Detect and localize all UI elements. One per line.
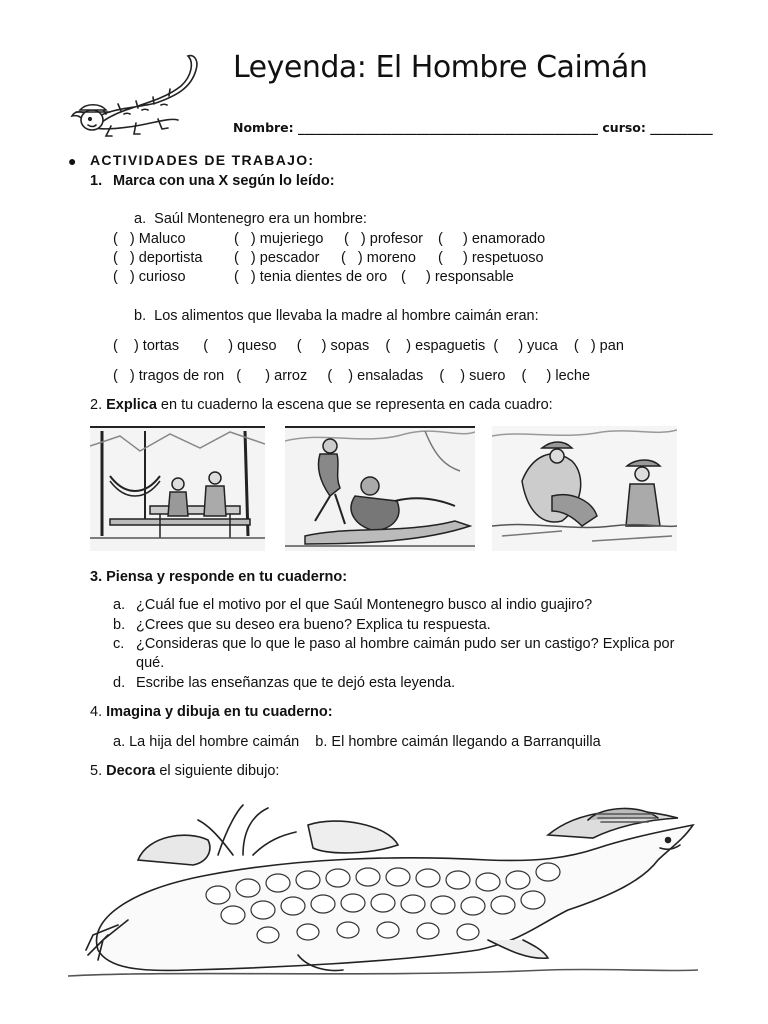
- option-profesor[interactable]: ( ) profesor: [344, 231, 423, 247]
- q4-text: [90, 704, 333, 720]
- caiman-logo: [66, 48, 206, 143]
- q5-bold: Decora: [106, 763, 156, 779]
- option-deportista[interactable]: ( ) deportista: [113, 250, 203, 266]
- q3-item-b: ¿Crees que su deseo era bueno? Explica tu respuesta.: [136, 617, 491, 633]
- name-course-line: [233, 120, 713, 135]
- option-curioso[interactable]: ( ) curioso: [113, 269, 186, 285]
- option-responsable[interactable]: ( ) responsable: [401, 269, 514, 285]
- scene-1-image: [90, 426, 265, 551]
- q1-number: 1.: [90, 173, 103, 189]
- option-mujeriego[interactable]: ( ) mujeriego: [234, 231, 324, 247]
- q5-rest: el siguiente dibujo:: [155, 763, 280, 779]
- q3-item-a: ¿Cuál fue el motivo por el que Saúl Montenegro busco al indio guajiro?: [136, 597, 593, 613]
- name-field[interactable]: ________________________________________________: [298, 120, 599, 135]
- q5-text: [90, 763, 279, 779]
- q2-text: [90, 397, 553, 413]
- scene-3-image: [492, 426, 677, 551]
- q1-text: Marca con una X según lo leído:: [113, 173, 335, 189]
- q4-items: a. La hija del hombre caimán b. El hombre caimán llegando a Barranquilla: [113, 734, 601, 750]
- section-heading: ACTIVIDADES DE TRABAJO:: [90, 152, 315, 168]
- q2-rest: en tu cuaderno la escena que se representa en cada cuadro:: [156, 397, 553, 413]
- q4-number: 4.: [90, 704, 107, 720]
- option-maluco[interactable]: ( ) Maluco: [113, 231, 186, 247]
- q1b-prompt: b. Los alimentos que llevaba la madre al hombre caimán eran:: [134, 308, 539, 324]
- option-enamorado[interactable]: ( ) enamorado: [438, 231, 546, 247]
- option-dientes-de-oro[interactable]: ( ) tenia dientes de oro: [234, 269, 388, 285]
- q2-bold: Explica: [106, 397, 157, 413]
- option-respetuoso[interactable]: ( ) respetuoso: [438, 250, 544, 266]
- q1b-options-row2[interactable]: ( ) tragos de ron ( ) arroz ( ) ensaladas ( ) suero ( ) leche: [113, 368, 591, 384]
- q1b-options-row1[interactable]: ( ) tortas ( ) queso ( ) sopas ( ) espaguetis ( ) yuca ( ) pan: [113, 338, 624, 354]
- q4-bold: Imagina y dibuja en tu cuaderno:: [106, 704, 333, 720]
- bullet-icon: ●: [68, 153, 77, 169]
- course-label: curso:: [602, 120, 646, 135]
- q5-number: 5.: [90, 763, 107, 779]
- q3-item-b-letter: b.: [113, 617, 126, 633]
- q3-item-d-letter: d.: [113, 675, 126, 691]
- q3-item-c-letter: c.: [113, 636, 125, 652]
- course-field[interactable]: __________: [650, 120, 713, 135]
- q2-number: 2.: [90, 397, 103, 413]
- q3-item-a-letter: a.: [113, 597, 126, 613]
- page-title: Leyenda: El Hombre Caimán: [233, 50, 648, 85]
- q1a-prompt: a. Saúl Montenegro era un hombre:: [134, 211, 367, 227]
- scene-2-image: [285, 426, 475, 551]
- caiman-coloring-image[interactable]: [68, 800, 698, 980]
- name-label: Nombre:: [233, 120, 294, 135]
- q3-title: 3. Piensa y responde en tu cuaderno:: [90, 569, 348, 585]
- q3-item-c-cont: qué.: [136, 655, 165, 671]
- option-moreno[interactable]: ( ) moreno: [341, 250, 416, 266]
- q3-item-c: ¿Consideras que lo que le paso al hombre caimán pudo ser un castigo? Explica por: [136, 636, 675, 652]
- option-pescador[interactable]: ( ) pescador: [234, 250, 320, 266]
- q3-item-d: Escribe las enseñanzas que te dejó esta leyenda.: [136, 675, 456, 691]
